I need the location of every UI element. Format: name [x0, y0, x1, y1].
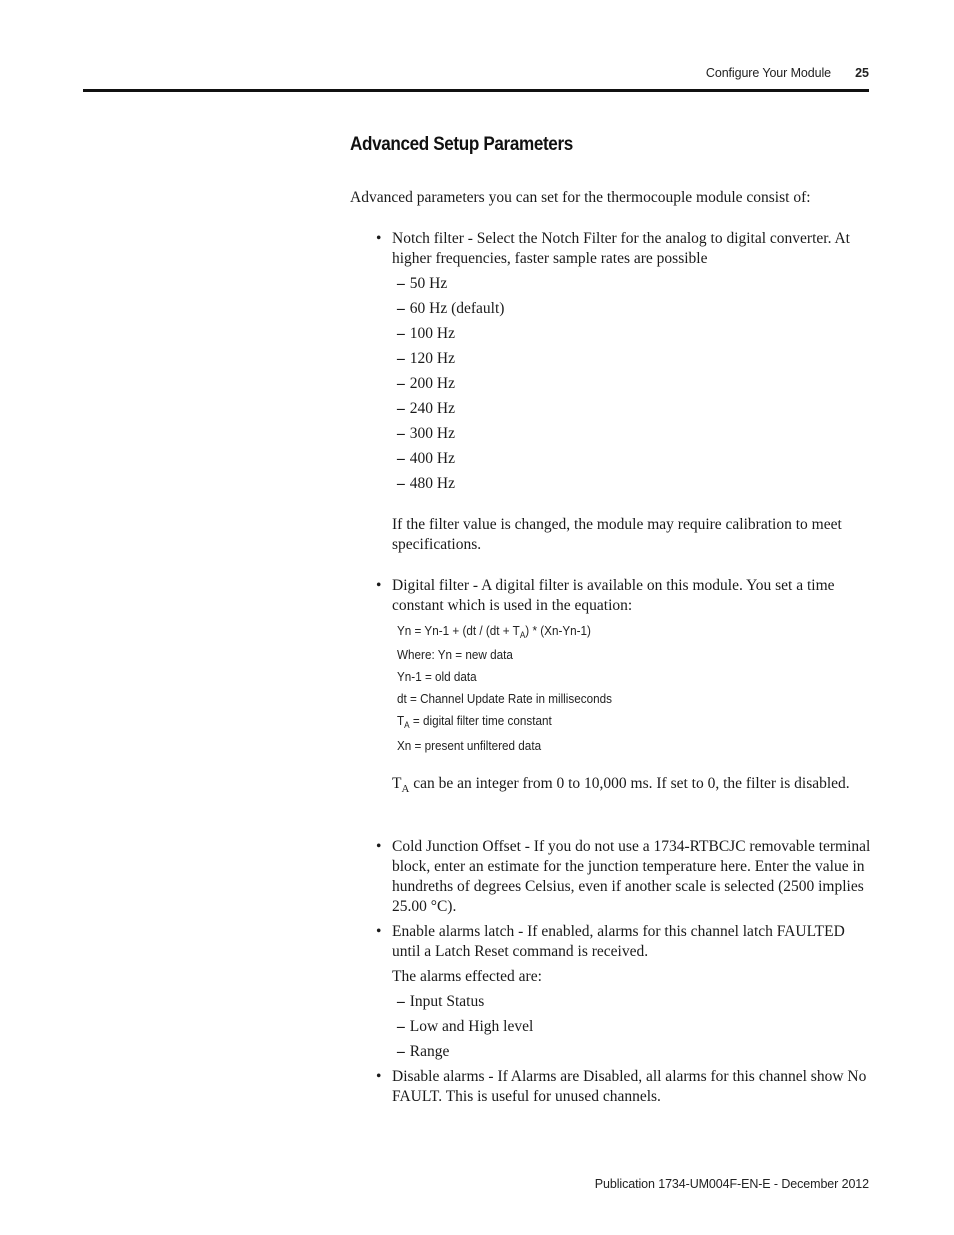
equation-where: Where: Yn = new data	[397, 647, 513, 662]
dash-marker: –	[397, 425, 405, 442]
ta-range-subscript: A	[401, 782, 410, 795]
ta-range-note	[392, 772, 872, 795]
notch-option-label: 240 Hz	[409, 400, 455, 417]
notch-option	[397, 274, 447, 294]
alarm-type	[397, 992, 484, 1012]
notch-option	[397, 399, 455, 419]
alarms-effected-label: The alarms effected are:	[392, 968, 542, 985]
filter-equation	[397, 622, 591, 640]
page-number: 25	[855, 66, 869, 80]
ta-range-symbol: T	[392, 775, 402, 792]
notch-option	[397, 349, 455, 369]
dash-marker: –	[397, 1043, 405, 1060]
alarm-type-label: Range	[409, 1043, 450, 1060]
alarm-type	[397, 1042, 449, 1062]
dash-marker: –	[397, 375, 405, 392]
section-heading: Advanced Setup Parameters	[350, 134, 573, 155]
header-title: Configure Your Module	[705, 66, 831, 80]
dash-marker: –	[397, 1018, 405, 1035]
bullet-marker: •	[376, 923, 382, 940]
notch-option	[397, 449, 455, 469]
footer-publication: Publication 1734-UM004F-EN-E - December 2012	[594, 1177, 869, 1191]
dash-marker: –	[397, 275, 405, 292]
notch-option	[397, 424, 455, 444]
equation-subscript: A	[519, 630, 526, 641]
dash-marker: –	[397, 400, 405, 417]
dash-marker: –	[397, 450, 405, 467]
digital-filter-text: Digital filter - A digital filter is available on this module. You set a time constant which is used in the equation:	[392, 577, 835, 614]
equation-yn1: Yn-1 = old data	[397, 669, 477, 684]
header-rule	[83, 89, 869, 92]
notch-option	[397, 324, 455, 344]
disable-alarms-text: Disable alarms - If Alarms are Disabled, all alarms for this channel show No FAULT. This is useful for unused channels.	[392, 1068, 867, 1105]
notch-option-label: 60 Hz (default)	[409, 300, 505, 317]
alarms-latch-text: Enable alarms latch - If enabled, alarms for this channel latch FAULTED until a Latch Reset command is received.	[392, 923, 845, 960]
ta-range-text: can be an integer from 0 to 10,000 ms. If set to 0, the filter is disabled.	[409, 775, 850, 792]
notch-option-label: 120 Hz	[409, 350, 455, 367]
dash-marker: –	[397, 325, 405, 342]
bullet-marker: •	[376, 838, 382, 855]
notch-option-label: 200 Hz	[409, 375, 455, 392]
equation-part2: ) * (Xn-Yn-1)	[525, 623, 591, 638]
alarm-type-label: Low and High level	[409, 1018, 534, 1035]
dash-marker: –	[397, 475, 405, 492]
notch-option-label: 400 Hz	[409, 450, 455, 467]
dash-marker: –	[397, 300, 405, 317]
alarm-type-label: Input Status	[409, 993, 485, 1010]
bullet-marker: •	[376, 577, 382, 594]
notch-option-label: 100 Hz	[409, 325, 455, 342]
notch-option-label: 480 Hz	[409, 475, 455, 492]
ta-definition: = digital filter time constant	[409, 713, 552, 728]
bullet-marker: •	[376, 1068, 382, 1085]
equation-ta	[397, 712, 552, 730]
notch-option	[397, 474, 455, 494]
notch-option-label: 300 Hz	[409, 425, 455, 442]
ta-subscript: A	[404, 720, 410, 731]
notch-filter-note: If the filter value is changed, the module may require calibration to meet specifications.	[392, 516, 842, 553]
cold-junction-text: Cold Junction Offset - If you do not use a 1734-RTBCJC removable terminal block, enter an estimate for the junction temperature here. Enter the value in hundreths of degrees Celsius, even if another scale is selected (2500 implies 25.00 °C).	[392, 838, 871, 915]
notch-option	[397, 374, 455, 394]
dash-marker: –	[397, 993, 405, 1010]
notch-filter-text: Notch filter - Select the Notch Filter for the analog to digital converter. At higher frequencies, faster sample rates are possible	[392, 230, 850, 267]
notch-option	[397, 299, 504, 319]
dash-marker: –	[397, 350, 405, 367]
notch-option-label: 50 Hz	[409, 275, 448, 292]
equation-xn: Xn = present unfiltered data	[397, 738, 542, 753]
intro-paragraph: Advanced parameters you can set for the thermocouple module consist of:	[350, 189, 811, 206]
equation-dt: dt = Channel Update Rate in milliseconds	[397, 691, 612, 706]
equation-part1: Yn = Yn-1 + (dt / (dt + T	[397, 623, 520, 638]
bullet-marker: •	[376, 230, 382, 247]
page-header	[0, 0, 954, 100]
alarm-type	[397, 1017, 533, 1037]
ta-symbol: T	[397, 713, 405, 728]
